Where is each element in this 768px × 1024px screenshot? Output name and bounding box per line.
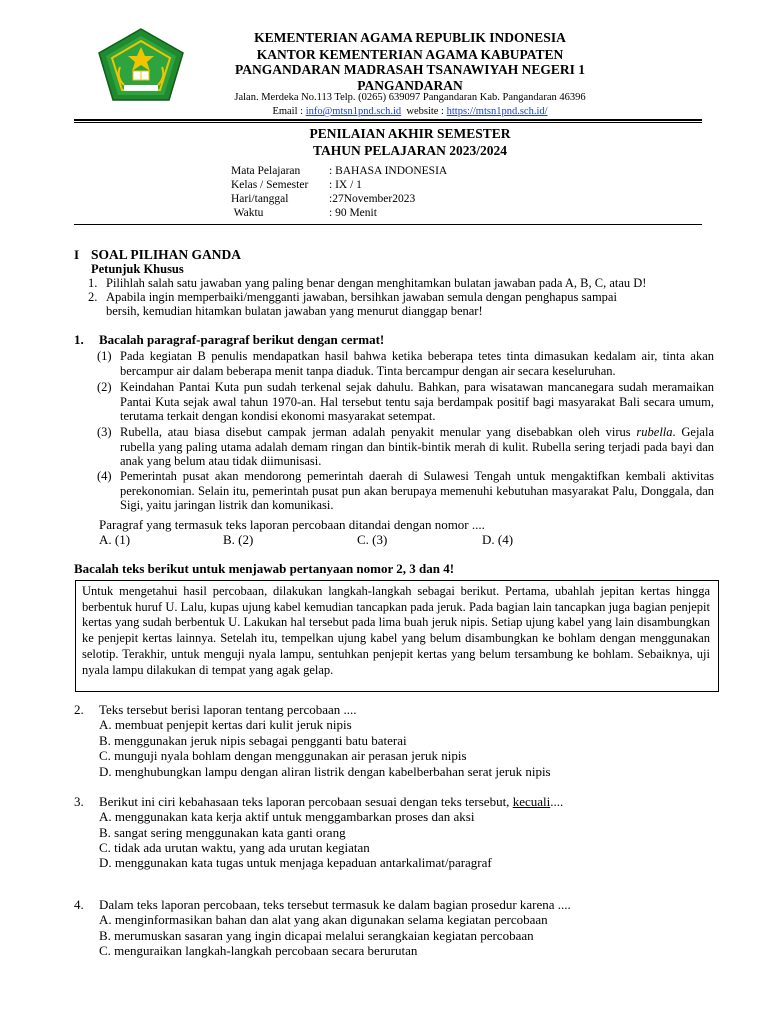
website-label: website : [401,106,447,117]
question-text-end: .... [550,794,564,809]
option-b[interactable]: B. menggunakan jeruk nipis sebagai pengganti batu baterai [99,733,407,748]
paragraph-3-part1: Rubella, atau biasa disebut campak jerman adalah penyakit menular yang disebabkan oleh virus [120,425,637,439]
paragraph-label: (3) [97,425,112,439]
exam-title: PENILAIAN AKHIR SEMESTER [309,126,511,141]
instructions-title: Petunjuk Khusus [91,262,184,276]
meta-label: Hari/tanggal [231,193,289,205]
option-a[interactable]: A. membuat penjepit kertas dari kulit jeruk nipis [99,717,352,732]
header-divider-thin [74,122,702,123]
instruction-number: 1. [88,276,98,290]
option-b[interactable]: B. (2) [223,532,254,547]
option-c[interactable]: C. (3) [357,532,388,547]
reading-text: Untuk mengetahui hasil percobaan, dilakukan langkah-langkah sebagai berikut. Pertama, ubahlah jepitan kertas hingga berbentuk huruf U. Lalu, kupas ujung kabel kemudian tancapkan pada jeruk. Pada bagian lain tancapkan juga bagian penjepit kertas yang sudah berbentuk U. Lakukan hal tersebut pada lima buah jeruk nipis. Setiap ujung kabel yang lain disambungkan ke penjepit kertas lainnya. Setelah itu, tempelkan ujung kabel yang belum disambungkan ke bohlam dengan menggunakan selotip. Terakhir, untuk menguji nyala lampu, sentuhkan penjepit kertas yang belum tersambung ke bohlam. Sebaiknya, uji nyala lampu dilakukan di tempat yang agak gelap. [82,584,710,677]
meta-subject [231,164,447,178]
question-text: Teks tersebut berisi laporan tentang percobaan .... [99,702,357,717]
ministry-name: KEMENTERIAN AGAMA REPUBLIK INDONESIA [254,30,566,45]
meta-label: Mata Pelajaran [231,165,301,177]
option-a[interactable]: A. menggunakan kata kerja aktif untuk menggambarkan proses dan aksi [99,809,475,824]
header-divider-thick [74,119,702,121]
option-d[interactable]: D. (4) [482,532,514,547]
meta-value: : 90 Menit [329,207,377,219]
paragraph-4: Pemerintah pusat akan mendorong pemerintah daerah di Sulawesi Tengah untuk mengaktifkan kembali aktivitas perekonomian. Selain itu, pemerintah pusat pun akan berupaya memenuhi kebutuhan masyarakat Palu, Donggala, dan Sigi, yaitu jaringan listrik dan komunikasi. [120,469,714,512]
meta-label: Kelas / Semester [231,179,309,191]
paragraph-label: (4) [97,469,112,483]
reading-instruction: Bacalah teks berikut untuk menjawab pertanyaan nomor 2, 3 dan 4! [74,561,455,576]
paragraph-2: Keindahan Pantai Kuta pun sudah terkenal sejak dahulu. Bahkan, para wisatawan mancanegara sudah meramaikan Pantai Kuta sejak awal tahun 1970-an. Hal tersebut tentu saja berdampak positif bagi masyarakat Bali secara umum, terutama terkait dengan kondisi ekonomi masyarakat setempat. [120,380,714,423]
instruction-number: 2. [88,290,98,304]
email-link[interactable]: info@mtsn1pnd.sch.id [305,106,402,117]
question-number: 1. [74,332,84,347]
meta-divider [74,224,702,225]
paragraph-3-italic: rubella [636,425,673,439]
option-b[interactable]: B. merumuskan sasaran yang ingin dicapai melalui serangkaian kegiatan percobaan [99,928,534,943]
meta-class [231,178,362,192]
option-c[interactable]: C. menguraikan langkah-langkah percobaan secara berurutan [99,943,418,958]
school-name-line1: PANGANDARAN MADRASAH TSANAWIYAH NEGERI 1 [234,62,586,77]
meta-date [231,192,415,206]
paragraph-label: (2) [97,380,112,394]
section-title: SOAL PILIHAN GANDA [91,247,242,262]
school-address: Jalan. Merdeka No.113 Telp. (0265) 639097 Pangandaran Kab. Pangandaran 46396 [234,92,586,103]
question-number: 2. [74,702,84,717]
question-prompt: Bacalah paragraf-paragraf berikut dengan cermat! [99,332,385,347]
option-d[interactable]: D. menghubungkan lampu dengan aliran listrik dengan kabelberbahan serat jeruk nipis [99,764,551,779]
meta-value: : IX / 1 [329,179,362,191]
paragraph-3-part2: . Gejala rubella yang paling utama adalah demam ringan dan bintik-bintik merah di kulit. Rubella sering terjadi pada bayi dan anak yang belum atau tidak diimunisasi. [120,425,714,468]
option-c[interactable]: C. munguji nyala bohlam dengan menggunakan air perasan jeruk nipis [99,748,467,763]
question-text [99,794,563,810]
meta-time [231,206,377,220]
option-b[interactable]: B. sangat sering menggunakan kata ganti orang [99,825,346,840]
question-text-main: Berikut ini ciri kebahasaan teks laporan percobaan sesuai dengan teks tersebut, [99,794,513,809]
email-label: Email : [272,106,306,117]
question-text: Paragraf yang termasuk teks laporan percobaan ditandai dengan nomor .... [99,517,485,532]
contact-line [160,106,660,117]
section-roman: I [74,247,80,262]
question-number: 4. [74,897,84,912]
meta-label: Waktu [231,207,264,219]
instruction-text-line2: bersih, kemudian hitamkan bulatan jawaban yang menurut dianggap benar! [106,304,483,318]
paragraph-3 [120,425,714,469]
paragraph-label: (1) [97,349,112,363]
instruction-text: Pilihlah salah satu jawaban yang paling benar dengan menghitamkan bulatan jawaban pada A, B, C, atau D! [106,276,647,290]
instruction-text-line1: Apabila ingin memperbaiki/mengganti jawaban, bersihkan jawaban semula dengan penghapus sampai [106,290,617,304]
office-name: KANTOR KEMENTERIAN AGAMA KABUPATEN [256,47,564,62]
option-c[interactable]: C. tidak ada urutan waktu, yang ada urutan kegiatan [99,840,370,855]
question-text: Dalam teks laporan percobaan, teks tersebut termasuk ke dalam bagian prosedur karena .... [99,897,571,912]
option-a[interactable]: A. menginformasikan bahan dan alat yang akan digunakan selama kegiatan percobaan [99,912,548,927]
option-a[interactable]: A. (1) [99,532,131,547]
option-d[interactable]: D. menggunakan kata tugas untuk menjaga kepaduan antarkalimat/paragraf [99,855,492,870]
question-number: 3. [74,794,84,809]
exam-year: TAHUN PELAJARAN 2023/2024 [312,143,507,158]
meta-value: :27November2023 [329,193,416,205]
paragraph-1: Pada kegiatan B penulis mendapatkan hasil bahwa ketika beberapa tetes tinta dimasukan kedalam air, tinta akan bercampur air dalam beberapa menit tanpa diaduk. Tinta bercampur dengan air secara keseluruhan. [120,349,714,378]
question-emphasis: kecuali [512,794,551,809]
website-link[interactable]: https://mtsn1pnd.sch.id/ [446,106,548,117]
school-name-line2: PANGANDARAN [357,78,463,93]
meta-value: : BAHASA INDONESIA [329,165,448,177]
